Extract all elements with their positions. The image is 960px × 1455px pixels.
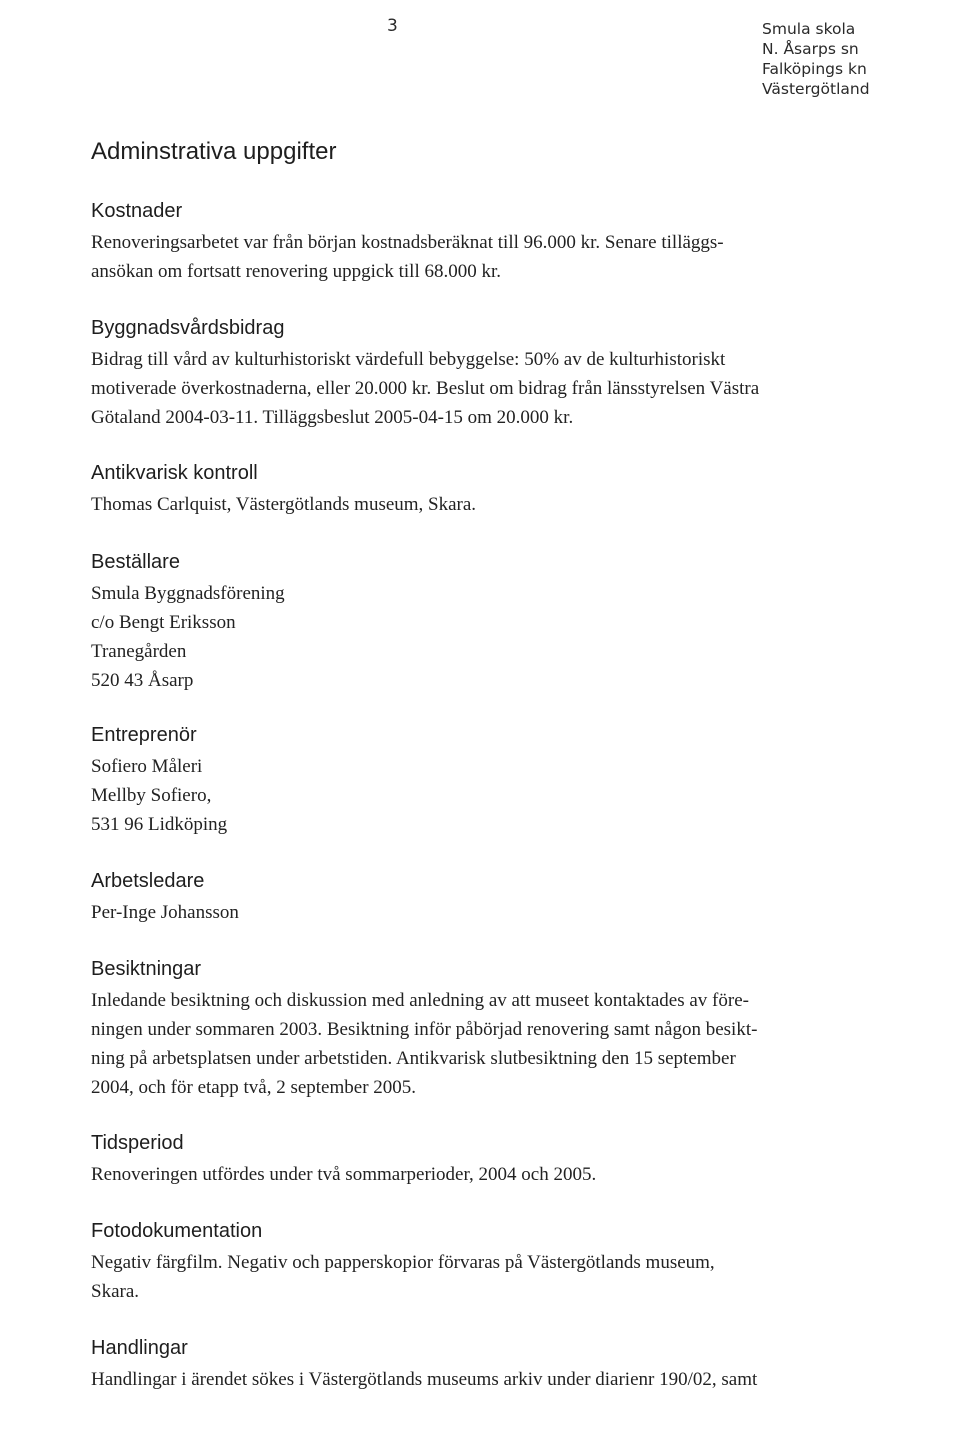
letterhead-line: Västergötland [762,80,870,98]
section-line: Tranegården [91,641,187,662]
section-handlingar [91,1336,881,1394]
section-fotodokumentation [91,1219,881,1306]
section-heading: Handlingar [91,1337,188,1359]
section-line: Mellby Sofiero, [91,785,212,806]
section-line: Inledande besiktning och diskussion med anledning av att museet kontaktades av före- [91,990,749,1011]
section-line: 520 43 Åsarp [91,670,194,691]
letterhead [762,19,870,99]
section-heading: Kostnader [91,200,183,222]
letterhead-line: N. Åsarps sn [762,40,859,58]
section-line: c/o Bengt Eriksson [91,612,236,633]
section-heading: Arbetsledare [91,870,205,892]
section-line: Handlingar i ärendet sökes i Västergötlands museums arkiv under diarienr 190/02, samt [91,1369,758,1390]
section-line: ningen under sommaren 2003. Besiktning inför påbörjad renovering samt någon besikt- [91,1019,758,1040]
section-heading: Entreprenör [91,724,197,746]
section-line: ansökan om fortsatt renovering uppgick till 68.000 kr. [91,261,502,282]
section-heading: Besiktningar [91,958,202,980]
section-line: motiverade överkostnaderna, eller 20.000 kr. Beslut om bidrag från länsstyrelsen Västra [91,378,760,399]
section-heading: Byggnadsvårdsbidrag [91,317,285,339]
section-line: Smula Byggnadsförening [91,583,285,604]
section-line: ning på arbetsplatsen under arbetstiden. Antikvarisk slutbesiktning den 15 september [91,1048,736,1069]
section-line: Thomas Carlquist, Västergötlands museum, Skara. [91,494,477,515]
section-bestallare [91,550,881,695]
section-line: Renoveringen utfördes under två sommarperioder, 2004 och 2005. [91,1164,597,1185]
section-entreprenor [91,723,881,839]
section-heading: Beställare [91,551,180,573]
section-besiktningar [91,957,881,1102]
letterhead-line: Falköpings kn [762,60,867,78]
section-heading: Tidsperiod [91,1132,184,1154]
section-line: 2004, och för etapp två, 2 september 2005. [91,1077,417,1098]
section-line: Sofiero Måleri [91,756,203,777]
section-line: Götaland 2004-03-11. Tilläggsbeslut 2005-04-15 om 20.000 kr. [91,407,574,428]
section-kostnader [91,199,881,286]
section-line: Renoveringsarbetet var från början kostnadsberäknat till 96.000 kr. Senare tilläggs- [91,232,724,253]
section-heading: Fotodokumentation [91,1220,263,1242]
section-heading: Antikvarisk kontroll [91,462,258,484]
section-byggnadsvardsbidrag [91,316,881,432]
letterhead-line: Smula skola [762,20,856,38]
section-line: 531 96 Lidköping [91,814,228,835]
document-title: Adminstrativa uppgifter [91,138,337,165]
section-tidsperiod [91,1131,881,1189]
section-line: Negativ färgfilm. Negativ och papperskopior förvaras på Västergötlands museum, [91,1252,715,1273]
page-number: 3 [387,16,398,36]
section-line: Per-Inge Johansson [91,902,239,923]
section-line: Skara. [91,1281,140,1302]
section-line: Bidrag till vård av kulturhistoriskt värdefull bebyggelse: 50% av de kulturhistoriskt [91,349,726,370]
section-antikvarisk-kontroll [91,461,881,519]
section-arbetsledare [91,869,881,927]
